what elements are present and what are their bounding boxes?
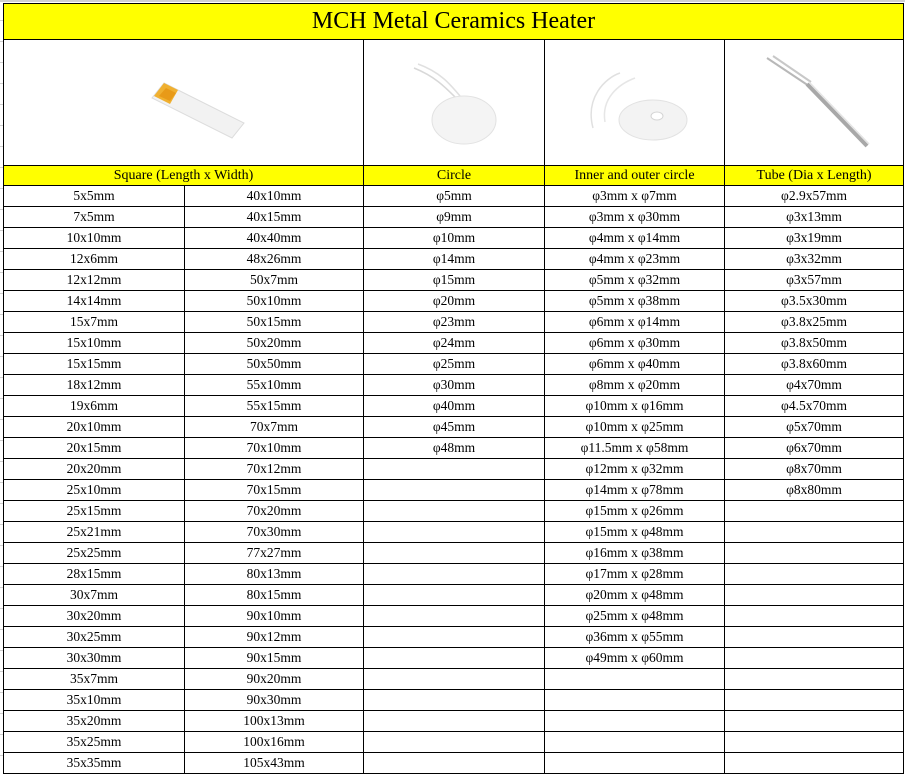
circle-heater-photo [394,48,514,158]
table-row [4,480,904,501]
cell-inner-outer[interactable]: φ4mm x φ14mm [545,228,725,249]
cell-tube[interactable]: φ6x70mm [725,438,904,459]
cell-square-a[interactable]: 20x10mm [4,417,185,438]
cell-square-a[interactable]: 35x7mm [4,669,185,690]
cell-circle[interactable] [364,606,545,627]
cell-tube[interactable]: φ3.8x25mm [725,312,904,333]
circle-heater-image-cell[interactable] [364,40,545,166]
cell-tube[interactable] [725,669,904,690]
table-row [4,312,904,333]
cell-circle[interactable] [364,711,545,732]
cell-tube[interactable] [725,711,904,732]
spec-rows [4,186,904,774]
cell-square-a[interactable]: 15x15mm [4,354,185,375]
cell-inner-outer[interactable]: φ15mm x φ48mm [545,522,725,543]
cell-square-a[interactable]: 20x20mm [4,459,185,480]
cell-inner-outer[interactable] [545,669,725,690]
cell-inner-outer[interactable]: φ8mm x φ20mm [545,375,725,396]
cell-tube[interactable] [725,732,904,753]
cell-square-a[interactable]: 7x5mm [4,207,185,228]
cell-circle[interactable] [364,480,545,501]
cell-square-b[interactable]: 50x7mm [185,270,364,291]
cell-circle[interactable] [364,648,545,669]
cell-tube[interactable] [725,501,904,522]
cell-square-a[interactable]: 35x35mm [4,753,185,774]
header-tube[interactable]: Tube (Dia x Length) [725,166,904,186]
cell-tube[interactable]: φ3x32mm [725,249,904,270]
cell-square-b[interactable]: 90x10mm [185,606,364,627]
cell-tube[interactable]: φ3x57mm [725,270,904,291]
cell-circle[interactable]: φ24mm [364,333,545,354]
cell-square-b[interactable]: 105x43mm [185,753,364,774]
cell-square-b[interactable]: 100x13mm [185,711,364,732]
cell-inner-outer[interactable]: φ10mm x φ25mm [545,417,725,438]
cell-circle[interactable]: φ20mm [364,291,545,312]
cell-square-b[interactable]: 70x30mm [185,522,364,543]
cell-inner-outer[interactable]: φ25mm x φ48mm [545,606,725,627]
table-row [4,585,904,606]
cell-circle[interactable] [364,522,545,543]
cell-tube[interactable]: φ3.5x30mm [725,291,904,312]
cell-square-b[interactable]: 40x40mm [185,228,364,249]
cell-inner-outer[interactable]: φ16mm x φ38mm [545,543,725,564]
table-row [4,606,904,627]
square-heater-photo [104,48,264,158]
cell-circle[interactable]: φ40mm [364,396,545,417]
cell-circle[interactable]: φ45mm [364,417,545,438]
table-row [4,753,904,774]
cell-tube[interactable]: φ3x13mm [725,207,904,228]
cell-square-a[interactable]: 25x25mm [4,543,185,564]
cell-square-a[interactable]: 12x6mm [4,249,185,270]
cell-square-b[interactable]: 55x10mm [185,375,364,396]
cell-tube[interactable] [725,627,904,648]
cell-inner-outer[interactable]: φ49mm x φ60mm [545,648,725,669]
cell-tube[interactable]: φ4.5x70mm [725,396,904,417]
header-circle[interactable]: Circle [364,166,545,186]
cell-circle[interactable] [364,564,545,585]
cell-inner-outer[interactable] [545,711,725,732]
cell-square-b[interactable]: 55x15mm [185,396,364,417]
cell-square-a[interactable]: 25x10mm [4,480,185,501]
cell-tube[interactable] [725,564,904,585]
cell-circle[interactable] [364,543,545,564]
ring-heater-image-cell[interactable] [545,40,725,166]
cell-square-b[interactable]: 90x12mm [185,627,364,648]
table-row [4,186,904,207]
cell-tube[interactable] [725,753,904,774]
cell-tube[interactable]: φ4x70mm [725,375,904,396]
cell-square-b[interactable]: 90x30mm [185,690,364,711]
cell-circle[interactable]: φ9mm [364,207,545,228]
cell-square-a[interactable]: 30x20mm [4,606,185,627]
cell-tube[interactable]: φ8x80mm [725,480,904,501]
table-row [4,438,904,459]
table-row [4,669,904,690]
cell-inner-outer[interactable]: φ10mm x φ16mm [545,396,725,417]
cell-inner-outer[interactable]: φ3mm x φ30mm [545,207,725,228]
cell-square-a[interactable]: 35x25mm [4,732,185,753]
cell-inner-outer[interactable]: φ15mm x φ26mm [545,501,725,522]
cell-square-b[interactable]: 50x15mm [185,312,364,333]
cell-tube[interactable] [725,543,904,564]
cell-circle[interactable]: φ5mm [364,186,545,207]
cell-inner-outer[interactable] [545,753,725,774]
square-heater-image-cell[interactable] [4,40,364,166]
table-row [4,291,904,312]
cell-square-b[interactable]: 90x15mm [185,648,364,669]
table-row [4,732,904,753]
cell-circle[interactable] [364,732,545,753]
cell-inner-outer[interactable]: φ14mm x φ78mm [545,480,725,501]
table-row [4,354,904,375]
cell-circle[interactable]: φ10mm [364,228,545,249]
cell-circle[interactable]: φ48mm [364,438,545,459]
cell-square-a[interactable]: 35x20mm [4,711,185,732]
cell-square-b[interactable]: 70x15mm [185,480,364,501]
cell-tube[interactable] [725,690,904,711]
cell-tube[interactable] [725,606,904,627]
cell-square-b[interactable]: 48x26mm [185,249,364,270]
cell-square-a[interactable]: 30x7mm [4,585,185,606]
cell-circle[interactable]: φ30mm [364,375,545,396]
cell-square-b[interactable]: 70x10mm [185,438,364,459]
table-row [4,396,904,417]
cell-inner-outer[interactable]: φ12mm x φ32mm [545,459,725,480]
cell-square-a[interactable]: 35x10mm [4,690,185,711]
cell-tube[interactable] [725,522,904,543]
cell-square-a[interactable]: 25x15mm [4,501,185,522]
table-row [4,564,904,585]
cell-square-b[interactable]: 70x12mm [185,459,364,480]
cell-inner-outer[interactable]: φ6mm x φ14mm [545,312,725,333]
table-row [4,228,904,249]
cell-tube[interactable]: φ2.9x57mm [725,186,904,207]
cell-inner-outer[interactable]: φ5mm x φ38mm [545,291,725,312]
cell-circle[interactable]: φ15mm [364,270,545,291]
header-square[interactable]: Square (Length x Width) [4,166,364,186]
cell-circle[interactable]: φ14mm [364,249,545,270]
tube-heater-photo [749,48,879,158]
cell-inner-outer[interactable]: φ36mm x φ55mm [545,627,725,648]
table-row [4,375,904,396]
cell-square-b[interactable]: 70x20mm [185,501,364,522]
ring-heater-photo [575,48,695,158]
cell-inner-outer[interactable]: φ6mm x φ30mm [545,333,725,354]
cell-square-b[interactable]: 40x10mm [185,186,364,207]
cell-circle[interactable] [364,501,545,522]
cell-inner-outer[interactable]: φ6mm x φ40mm [545,354,725,375]
table-row [4,459,904,480]
cell-tube[interactable]: φ8x70mm [725,459,904,480]
cell-square-a[interactable]: 25x21mm [4,522,185,543]
cell-inner-outer[interactable] [545,732,725,753]
cell-square-b[interactable]: 100x16mm [185,732,364,753]
cell-square-a[interactable]: 12x12mm [4,270,185,291]
cell-square-a[interactable]: 30x25mm [4,627,185,648]
cell-inner-outer[interactable] [545,690,725,711]
cell-circle[interactable] [364,459,545,480]
table-row [4,249,904,270]
cell-square-b[interactable]: 80x15mm [185,585,364,606]
cell-circle[interactable] [364,627,545,648]
table-row [4,543,904,564]
cell-square-a[interactable]: 28x15mm [4,564,185,585]
sheet-top-gutter [0,0,905,2]
table-row [4,648,904,669]
cell-square-a[interactable]: 19x6mm [4,396,185,417]
cell-square-a[interactable]: 30x30mm [4,648,185,669]
tube-heater-image-cell[interactable] [725,40,904,166]
cell-tube[interactable]: φ5x70mm [725,417,904,438]
cell-square-b[interactable]: 80x13mm [185,564,364,585]
table-row [4,207,904,228]
cell-square-a[interactable]: 15x7mm [4,312,185,333]
heater-spec-table [3,3,904,774]
cell-tube[interactable]: φ3.8x50mm [725,333,904,354]
cell-square-a[interactable]: 15x10mm [4,333,185,354]
table-row [4,522,904,543]
table-row [4,501,904,522]
cell-square-a[interactable]: 10x10mm [4,228,185,249]
cell-circle[interactable] [364,753,545,774]
cell-circle[interactable]: φ25mm [364,354,545,375]
cell-square-b[interactable]: 77x27mm [185,543,364,564]
cell-circle[interactable] [364,585,545,606]
cell-circle[interactable] [364,690,545,711]
table-row [4,627,904,648]
table-row [4,270,904,291]
cell-inner-outer[interactable]: φ3mm x φ7mm [545,186,725,207]
cell-square-b[interactable]: 50x20mm [185,333,364,354]
cell-square-b[interactable]: 90x20mm [185,669,364,690]
header-inner-outer[interactable]: Inner and outer circle [545,166,725,186]
cell-circle[interactable] [364,669,545,690]
cell-square-b[interactable]: 50x10mm [185,291,364,312]
cell-square-b[interactable]: 50x50mm [185,354,364,375]
cell-square-a[interactable]: 18x12mm [4,375,185,396]
cell-tube[interactable] [725,648,904,669]
table-row [4,333,904,354]
cell-tube[interactable]: φ3.8x60mm [725,354,904,375]
cell-inner-outer[interactable]: φ11.5mm x φ58mm [545,438,725,459]
cell-square-b[interactable]: 70x7mm [185,417,364,438]
sheet-title[interactable]: MCH Metal Ceramics Heater [4,4,904,40]
cell-square-a[interactable]: 14x14mm [4,291,185,312]
cell-inner-outer[interactable]: φ4mm x φ23mm [545,249,725,270]
cell-inner-outer[interactable]: φ17mm x φ28mm [545,564,725,585]
cell-square-a[interactable]: 20x15mm [4,438,185,459]
cell-tube[interactable]: φ3x19mm [725,228,904,249]
table-row [4,711,904,732]
table-row [4,690,904,711]
cell-square-a[interactable]: 5x5mm [4,186,185,207]
cell-tube[interactable] [725,585,904,606]
table-row [4,417,904,438]
cell-inner-outer[interactable]: φ5mm x φ32mm [545,270,725,291]
cell-square-b[interactable]: 40x15mm [185,207,364,228]
cell-inner-outer[interactable]: φ20mm x φ48mm [545,585,725,606]
cell-circle[interactable]: φ23mm [364,312,545,333]
